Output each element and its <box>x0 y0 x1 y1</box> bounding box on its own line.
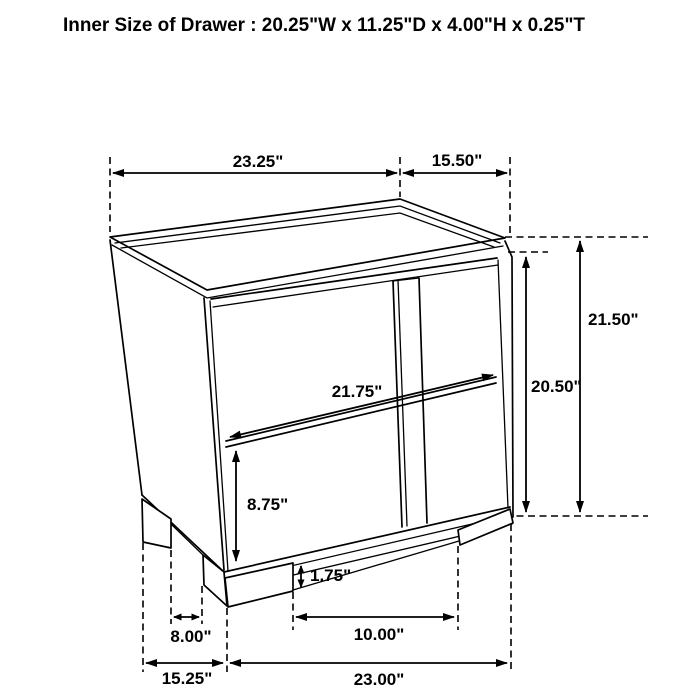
dim-label-side-leg-gap: 8.00" <box>170 627 212 646</box>
side-base-recess-edge <box>171 524 203 555</box>
dim-label-top-width: 23.25" <box>232 152 284 171</box>
dim-label-top-depth: 15.50" <box>431 151 483 170</box>
front-left-corner-inner-edge <box>210 301 228 571</box>
dim-label-base-depth: 15.25" <box>161 669 213 688</box>
page-title: Inner Size of Drawer : 20.25"W x 11.25"D x 4.00"H x 0.25"T <box>63 15 586 36</box>
drawer-divider-inner-edge <box>398 280 407 526</box>
dim-label-case-height: 20.50" <box>531 377 582 396</box>
left-side-edge <box>110 240 142 495</box>
dim-label-drawer-height: 8.75" <box>247 495 289 514</box>
drawer-divider-left-edge <box>393 281 402 527</box>
dim-label-overall-height: 21.50" <box>588 310 639 329</box>
front-right-leg <box>458 509 513 545</box>
front-left-corner-edge <box>204 298 224 570</box>
dim-label-drawer-width: 21.75" <box>331 382 383 401</box>
dim-label-front-leg-gap: 10.00" <box>353 625 405 644</box>
back-left-leg <box>142 499 171 548</box>
dim-label-base-width: 23.00" <box>353 670 405 689</box>
dim-label-base-height: 1.75" <box>310 566 352 585</box>
front-right-corner-edge <box>498 260 508 508</box>
nightstand-drawing <box>110 199 513 607</box>
